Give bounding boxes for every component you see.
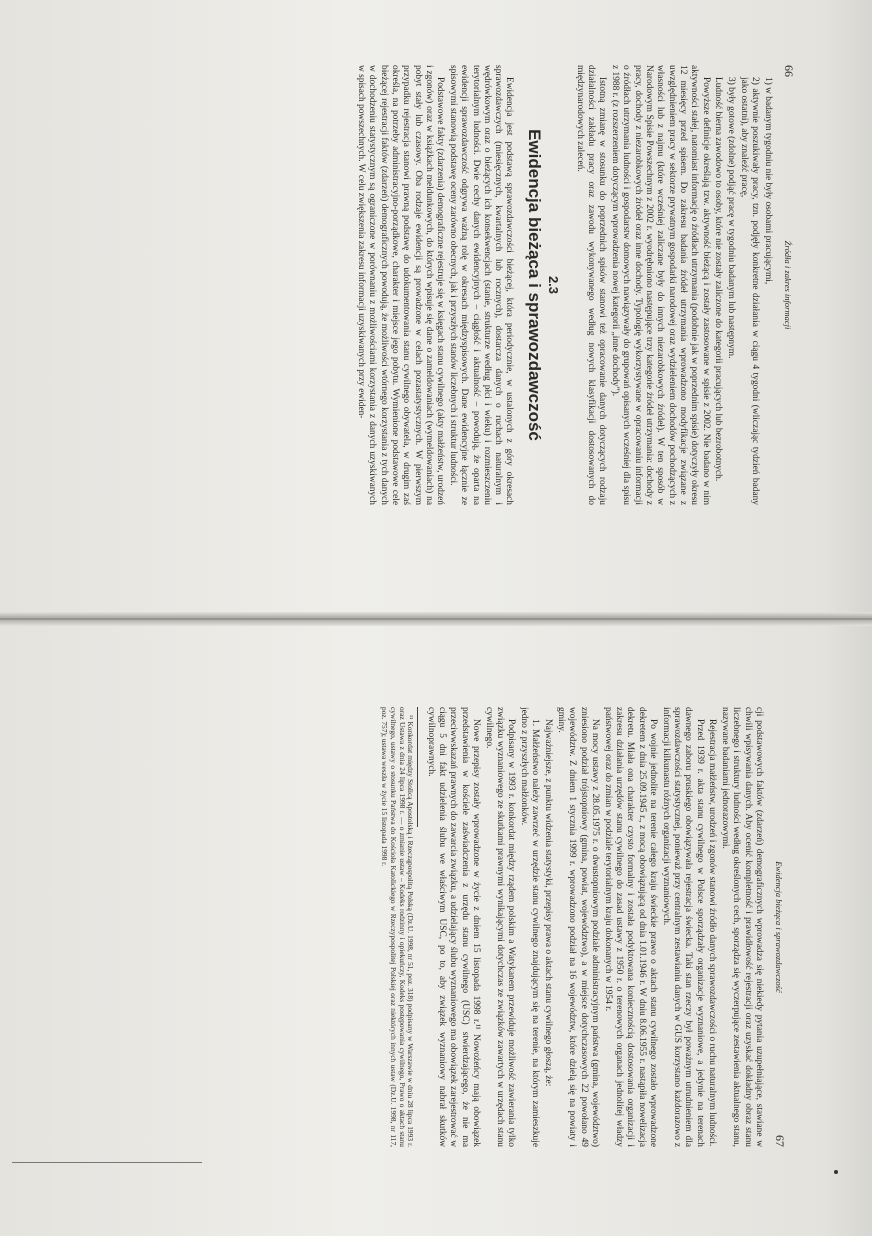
- running-head-67: [772, 707, 787, 1147]
- running-head-title-66: Źródła i zakres informacji: [783, 240, 793, 330]
- paragraph: Przed 1939 r. akta stanu cywilnego w Polsce sporządzały organizacje wyznaniowe, a jedynie na terenach dawnego zaboru pruskiego obowiązywała rejestracja świecka. Taki stan rzeczy był poważnym utrudnieniem dla sprawozdawczości statystycznej, ponieważ przy centralnym zestawianiu danych w GUS korzystano każdorazowo z informacji kilkunastu różnych organizacji wyznaniowych.: [660, 707, 705, 1147]
- list-item: 3) były gotowe (zdolne) podjąć pracę w tygodniu badanym lub następnym.: [726, 77, 737, 359]
- page-number-67: 67: [773, 1134, 787, 1147]
- paragraph: Ewidencja jest podstawą sprawozdawczości bieżącej, która periodycznie, w ustalonych z góry okresach sprawozdawczych (miesięcznych, kwartalnych lub rocznych), dostarcza danych o ruchach naturalnym i wędrówkowym oraz o bieżących ich konsekwencjach (stanie, strukturze według płci i wieku) i rozmieszczeniu terytorialnym ludności. Dwie cechy danych ewidencyjnych – ciągłość i aktualność – powodują, że oparta na ewidencji sprawozdawczość odgrywa ważną rolę w okresach międzyspisowych. Dane ewidencyjne łącznie ze spisowymi stanowią podstawę oceny zarówno obecnych, jak i przyszłych stanów liczebnych i struktur ludności.: [447, 65, 515, 505]
- paragraph: Najważniejsze, z punktu widzenia statystyki, przepisy prawa o aktach stanu cywilnego głoszą, że:: [543, 719, 554, 1087]
- book-gutter: [0, 612, 872, 626]
- footnote-text: ¹¹ Konkordat między Stolicą Apostolską i Rzecząpospolitą Polską (Dz.U. 1998, nr 51, poz. 318) podpisany w Warszawie w dniu 28 lipca 1993 r. oraz Ustawa z dnia 24 lipca 1998 r. — o zmianie ustaw – Kodeks rodzinny i opiekuńczy, Kodeks postępowania cywilnego, Prawo o aktach stanu cywilnego, ustawy o stosunku Państwa do Kościoła Katolickiego w Rzeczypospolitej Polskiej oraz niektórych innych ustaw (Dz.U. 1998, nr 117, poz. 757); ustawa weszła w życie 15 listopada 1998 r.: [380, 707, 416, 1147]
- paragraph: Ludność bierna zawodowo to osoby, które nie zostały zaliczone do kategorii pracujących lub bezrobotnych.: [713, 77, 724, 482]
- section-title: Ewidencja bieżąca i sprawozdawczość: [525, 129, 545, 441]
- paragraph: Na mocy ustawy z 28.05.1975 r. o dwustopniowym podziale administracyjnym państwa (gmina, województwo) zniesiono podział trójstopniowy (gmina, powiat, województwo), a w miejsce dotychczasowych 22 powołano 49 województw. Z dniem 1 stycznia 1999 r. wprowadzono podział na 16 województw, które dzielą się na powiaty i gminy.: [555, 707, 600, 1147]
- footnote: [379, 707, 414, 1147]
- unemployed-criteria-list: [725, 65, 773, 505]
- section-number: 2.3: [546, 275, 562, 295]
- scan-artifact-line: [12, 1162, 202, 1163]
- paragraph: 1. Małżeństwo należy zawrzeć w urzędzie stanu cywilnego znajdującym się na terenie, na którym zamieszkuje jedno z przyszłych małżonków.: [519, 707, 541, 1147]
- paragraph: Istotną zmianę w stosunku do poprzednich spisów stanowi też opracowanie danych dotyczących rodzaju działalności zakładu pracy oraz zawodu wykonywanego według nowych klasyfikacji dostosowanych do międzynarodowych zaleceń.: [574, 65, 608, 505]
- page-67: [97, 707, 787, 1147]
- paragraph: Po wojnie jednolite na terenie całego kraju świeckie prawo o aktach stanu cywilnego zostało wprowadzone dekretem z dnia 25.09.1945 r., z mocą obowiązującą od dnia 1.01.1946 r. W dniu 8.06.1955 r. nastąpiła nowelizacja dekretu. Miała ona charakter czysto formalny i została podyktowana koniecznością dostosowania organizacji i zakresu działania urzędów stanu cywilnego do zasad ustawy z 1950 r. o terenowych organach jednolitej władzy państwowej oraz do zmian w podziale terytorialnym kraju dokonanych w 1954 r.: [602, 707, 658, 1147]
- list-item: 2) aktywnie poszukiwały pracy, tzn. podjęły konkretne działania w ciągu 4 tygodni (wliczając tydzień badany jako ostatni), aby znaleźć pracę,: [738, 77, 761, 505]
- footnote-rule: [417, 707, 418, 827]
- paragraph: Podpisany w 1993 r. konkordat między rządem polskim a Watykanem przewiduje możliwość zawierania tylko związku wyznaniowego ze skutkami prawnymi wynikającymi dotychczas ze związków zawartych w urzędach stanu cywilnego.: [483, 707, 517, 1147]
- paragraph: Rejestracja małżeństw, urodzeń i zgonów stanowi źródło danych sprawozdawczości o ruchu naturalnym ludności.: [707, 719, 718, 1147]
- paragraph: Nowe przepisy zostały wprowadzone w życie z dniem 15 listopada 1998 r.¹¹ Nowożeńcy mają obowiązek przedstawienia w kościele zaświadczenia z urzędu stanu cywilnego (USC) stwierdzającego, że nie ma przeciwwskazań prawnych do zawarcia związku, a udzielający ślubu wyznaniowego ma obowiązek zarejestrować w ciągu 5 dni fakt udzielenia ślubu we właściwym USC, po to, aby związek wyznaniowy nabrał skutków cywilnoprawnych.: [425, 707, 481, 1147]
- running-head-title-67: Ewidencja bieżąca i sprawozdawczość: [774, 861, 784, 993]
- list-item: 1) w badanym tygodniu nie były osobami pracującymi,: [763, 77, 773, 285]
- page-66: [106, 65, 796, 505]
- paragraph: cji podstawowych faktów (zdarzeń) demograficznych wprowadza się niekiedy pytania uzupełniające, stawiane w chwili wpisywania danych. Aby ocenić kompletność i prawidłowość rejestracji oraz uzyskać dokładny obraz stanu liczebnego i struktury ludności według określonych cech, sporządza się wyczerpujące zestawienia aktualnego stanu, nazywane badaniami jednorazowymi.: [720, 707, 764, 1147]
- scan-artifact-dot: [834, 1170, 838, 1174]
- paragraph: Podstawowe fakty (zdarzenia) demograficzne rejestruje się w księgach stanu cywilnego (akty małżeństw, urodzeń i zgonów) oraz w książkach meldunkowych, do których wpisuje się dane o zameldowaniach (wymeldowaniach) na pobyt stały lub czasowy. Oba rodzaje ewidencji są prowadzone w celach pozastatystycznych. W pierwszym przypadku rejestracja stanowi prawną podstawę do udokumentowania stanu cywilnego obywatela, w drugim zaś określa, na potrzeby administracyjno-porządkowe, charakter i miejsce jego pobytu. Wymienione podstawowe cele bieżącej rejestracji faktów (zdarzeń) demograficznych powodują, że możliwości wtórnego korzystania z tych danych w dochodzeniu statystycznym są ograniczone w porównaniu z możliwościami korzystania z danych uzyskiwanych w spisach powszechnych. W celu zwiększenia zakresu informacji uzyskiwanych przy ewiden-: [356, 65, 446, 505]
- running-head-66: [781, 65, 796, 505]
- paragraph: Powyższe definicje określają tzw. aktywność bieżącą i zostały zastosowane w spisie z 2002. Nie badano w nim aktywności stałej, natomiast informację o źródłach utrzymania (podobnie jak w poprzednim spisie) dotyczyły okresu 12 miesięcy przed spisem. Do zakresu badania źródeł utrzymania wprowadzono modyfikacje związane z uwzględnieniem pracy w sektorze prywatnym gospodarki narodowej oraz wydzieleniem dochodów pochodzących z własności lub z najmu (które wcześniej zaliczane były do innych niezarobkowych źródeł). W ten sposób w Narodowym Spisie Powszechnym z 2002 r. wyodrębniono następujące trzy kategorie źródeł utrzymania: dochody z pracy, dochody z niezarobkowych źródeł oraz inne dochody. Typologię wykorzystywane w opracowaniu informacji o źródłach utrzymania ludności i gospodarstw domowych nawiązywały do grupowań opisanych wcześniej dla spisu z 1988 r. (z rozszerzeniem dotyczącym wprowadzenia nowej kategorii „inne dochody”).: [610, 65, 711, 505]
- page-number-66: 66: [782, 65, 796, 77]
